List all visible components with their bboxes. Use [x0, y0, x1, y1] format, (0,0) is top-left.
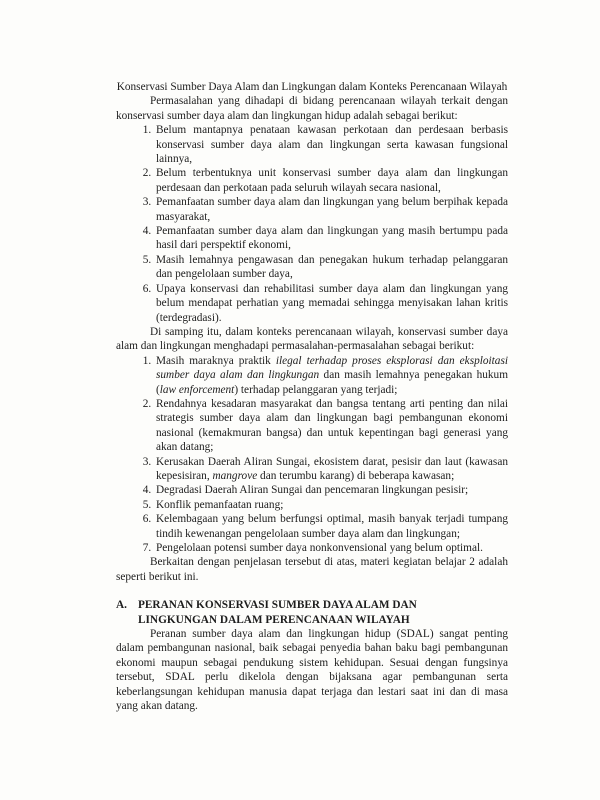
spacer [116, 584, 508, 598]
list-text: ) terhadap pelanggaran yang terjadi; [234, 383, 398, 396]
list-item [154, 455, 508, 484]
transition-paragraph: Berkaitan dengan penjelasan tersebut di atas, materi kegiatan belajar 2 adalah seperti berikut ini. [116, 556, 508, 583]
list-item: 3. Pemanfaatan sumber daya alam dan lingkungan yang belum berpihak kepada masyarakat, [154, 195, 508, 224]
list-text-italic: law enforcement [159, 383, 235, 396]
document-title: Konservasi Sumber Daya Alam dan Lingkungan dalam Konteks Perencanaan Wilayah [116, 81, 508, 93]
section-number: A. [116, 599, 127, 612]
problem-list-1 [116, 123, 508, 325]
problem-list-2 [116, 354, 508, 556]
list-text: dan terumbu karang) di beberapa kawasan; [257, 469, 455, 482]
list-item: 6. Upaya konservasi dan rehabilitasi sumber daya alam dan lingkungan yang belum mendapat perhatian yang memadai sehingga menyisakan lahan kritis (terdegradasi). [154, 282, 508, 325]
list-item: 7. Pengelolaan potensi sumber daya nonkonvensional yang belum optimal. [154, 541, 508, 555]
section-paragraph: Peranan sumber daya alam dan lingkungan hidup (SDAL) sangat penting dalam pembangunan nasional, baik sebagai penyedia bahan baku bagi pembangunan ekonomi maupun sebagai pendukung sistem kehidupan. Sesuai dengan fungsinya tersebut, SDAL perlu dikelola dengan bijaksana agar pembangunan serta keberlangsungan kehidupan manusia dapat terjaga dan lestari saat ini dan di masa yang akan datang. [116, 628, 508, 713]
list-item [154, 354, 508, 397]
list-item: 6. Kelembagaan yang belum berfungsi optimal, masih banyak terjadi tumpang tindih kewenangan pengelolaan sumber daya alam dan lingkungan; [154, 512, 508, 541]
list-item: 1. Belum mantapnya penataan kawasan perkotaan dan perdesaan berbasis konservasi sumber daya alam dan lingkungan serta kawasan fungsional lainnya, [154, 123, 508, 166]
section-title-line-2: LINGKUNGAN DALAM PERENCANAAN WILAYAH [138, 613, 410, 626]
section-heading [116, 598, 508, 627]
list-item: 4. Pemanfaatan sumber daya alam dan lingkungan yang masih bertumpu pada hasil dari perspektif ekonomi, [154, 224, 508, 253]
list-text-italic: mangrove [212, 469, 258, 482]
list-text: Kerusakan Daerah Aliran Sungai, ekosistem darat, pesisir dan laut (kawasan kepesisiran, [156, 455, 508, 482]
list-text: dan masih lemahnya penegakan hukum ( [156, 369, 508, 396]
list-text-italic: ilegal terhadap proses eksplorasi dan eksploitasi sumber daya alam dan lingkungan [156, 354, 508, 382]
list-item: 2. Belum terbentuknya unit konservasi sumber daya alam dan lingkungan perdesaan dan perkotaan pada seluruh wilayah secara nasional, [154, 166, 508, 195]
section-title-line-1: PERANAN KONSERVASI SUMBER DAYA ALAM DAN [138, 599, 417, 612]
list-text: Masih maraknya praktik [156, 354, 276, 367]
list-item: 5. Masih lemahnya pengawasan dan penegakan hukum terhadap pelanggaran dan pengelolaan sumber daya, [154, 253, 508, 282]
list-item: 2. Rendahnya kesadaran masyarakat dan bangsa tentang arti penting dan nilai strategis sumber daya alam dan lingkungan bagi pembangunan ekonomi nasional (kemakmuran bangsa) dan untuk kepentingan bagi generasi yang akan datang; [154, 397, 508, 455]
intro-paragraph: Permasalahan yang dihadapi di bidang perencanaan wilayah terkait dengan konservasi sumber daya alam dan lingkungan hidup adalah sebagai berikut: [116, 95, 508, 122]
context-paragraph: Di samping itu, dalam konteks perencanaan wilayah, konservasi sumber daya alam dan lingkungan menghadapi permasalahan-permasalahan sebagai berikut: [116, 325, 508, 353]
list-item: 4. Degradasi Daerah Aliran Sungai dan pencemaran lingkungan pesisir; [154, 483, 508, 497]
list-item: 5. Konflik pemanfaatan ruang; [154, 498, 508, 512]
